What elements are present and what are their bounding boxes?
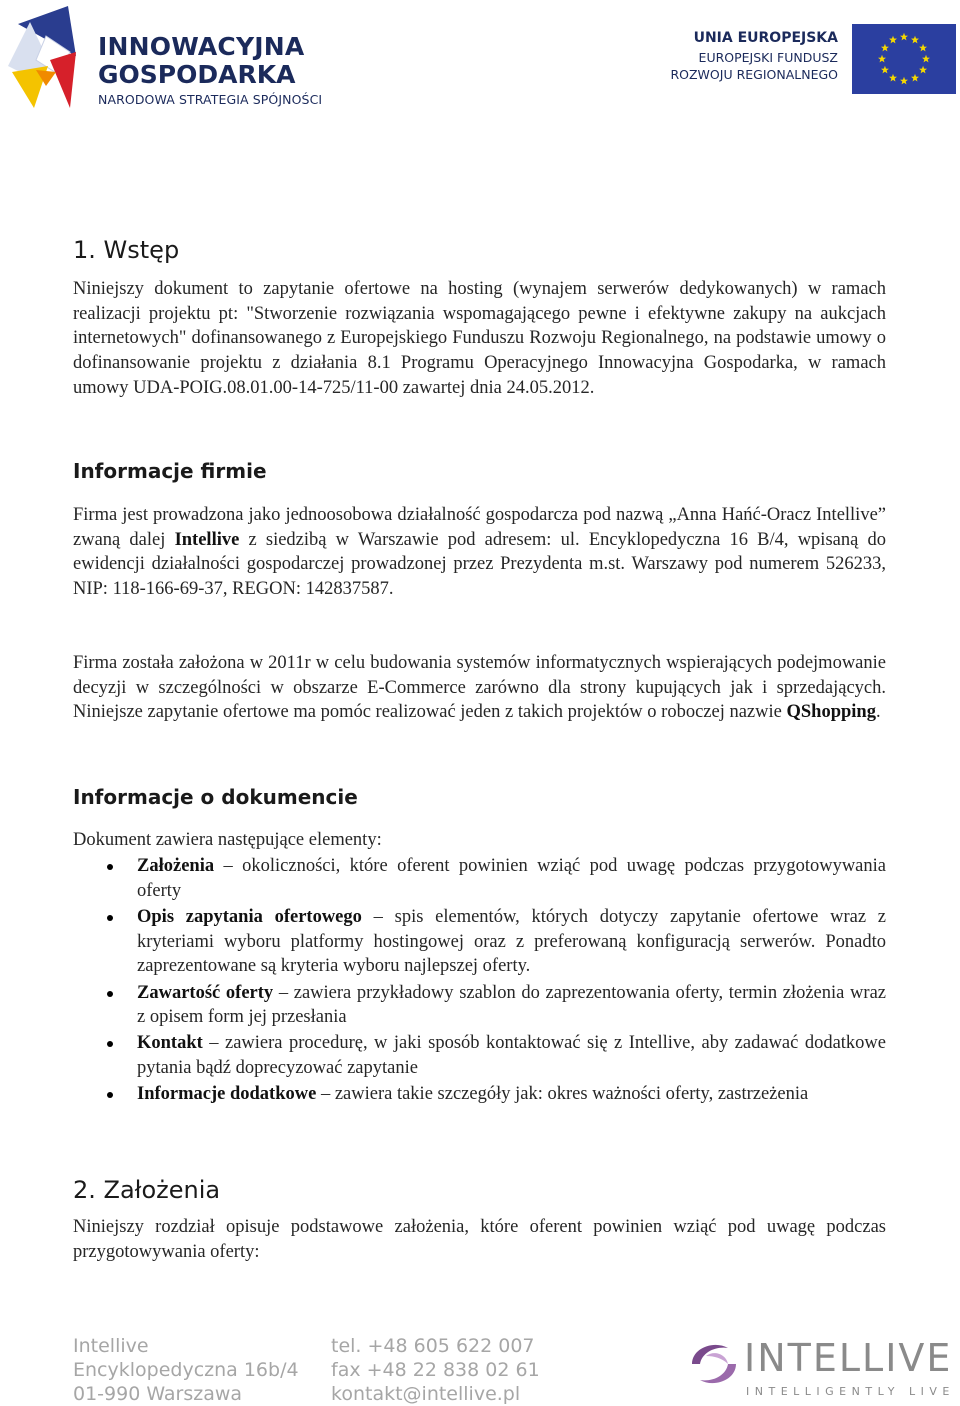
footer-company-name: Intellive — [73, 1335, 149, 1357]
item-desc: – okoliczności, które oferent powinien wziąć pod uwagę podczas przygotowywania oferty — [137, 856, 886, 901]
intellive-logo-word: INTELLIVE — [744, 1336, 953, 1380]
section1-intro: Niniejszy dokument to zapytanie ofertowe na hosting (wynajem serwerów dedykowanych) w ramach realizacji projektu pt: "Stworzenie rozwiązania wspomagającego pewne i efektywne zakupy na aukcjach internetowych" dofinansowanego z Europejskiego Funduszu Rozwoju Regionalnego, na podstawie umowy o dofinansowanie projektu z działania 8.1 Programu Operacyjnego Innowacyjna Gospodarka, w ramach umowy UDA-POIG.08.01.00-14-725/11-00 zawartej dnia 24.05.2012. — [73, 279, 886, 398]
section2-intro: Niniejszy rozdział opisuje podstawowe założenia, które oferent powinien wziąć pod uwagę podczas przygotowywania oferty: — [73, 1217, 886, 1262]
company-name-bold: Intellive — [174, 529, 240, 550]
company-p1-rest: z siedzibą w Warszawie pod adresem: ul. Encyklopedyczna 16 B/4, wpisaną do ewidencji działalności gospodarczej prowadzonej przez Prezydenta m.st. Warszawy pod numerem 526233, NIP: 118-166-69-37, REGON: 142837587. — [73, 529, 887, 600]
list-item — [73, 854, 886, 903]
item-term: Opis zapytania ofertowego — [137, 906, 362, 927]
list-item — [73, 981, 886, 1030]
ue-logo-line3: ROZWOJU REGIONALNEGO — [670, 67, 838, 82]
bullet-icon — [107, 1092, 113, 1098]
ue-logo-line2: EUROPEJSKI FUNDUSZ — [698, 50, 838, 65]
bullet-icon — [107, 864, 113, 870]
project-name-bold: QShopping — [786, 702, 876, 723]
ue-logo-line1: UNIA EUROPEJSKA — [693, 30, 838, 46]
footer-phone: tel. +48 605 622 007 — [331, 1335, 535, 1357]
star-logo-icon — [6, 4, 96, 116]
footer-street: Encyklopedyczna 16b/4 — [73, 1359, 299, 1381]
company-paragraph-2 — [73, 651, 886, 725]
list-item — [73, 1031, 886, 1080]
footer-city: 01-990 Warszawa — [73, 1383, 243, 1405]
item-desc: – zawiera procedurę, w jaki sposób kontaktować się z Intellive, aby zadawać dodatkowe pytania bądź doprecyzować zapytanie — [137, 1033, 886, 1079]
item-desc: – spis elementów, których dotyczy zapytanie ofertowe wraz z kryteriami wyboru platformy hostingowej oraz z preferowaną konfiguracją serwerów. Ponadto zaprezentowane są kryteria wyboru najlepszej oferty. — [137, 906, 886, 977]
company-heading: Informacje firmie — [73, 459, 267, 483]
intellive-logo — [686, 1330, 960, 1405]
innowacyjna-gospodarka-logo — [6, 4, 346, 116]
company-p1-text: Firma jest prowadzona jako jednoosobowa działalność gospodarcza pod nazwą „Anna Hańć-Oracz Intellive” zwaną dalej — [73, 505, 886, 550]
item-desc: – zawiera takie szczegóły jak: okres ważności oferty, zastrzeżenia — [316, 1084, 809, 1105]
ig-logo-line2: GOSPODARKA — [98, 60, 296, 89]
ig-logo-line3: NARODOWA STRATEGIA SPÓJNOŚCI — [98, 92, 323, 107]
bullet-icon — [107, 1041, 113, 1047]
list-item — [73, 1082, 886, 1107]
company-paragraph-1 — [73, 503, 886, 602]
document-items-list — [73, 854, 886, 1109]
item-desc: – zawiera przykładowy szablon do zaprezentowania oferty, termin złożenia wraz z opisem form jej przesłania — [137, 982, 886, 1028]
footer-address — [73, 1334, 299, 1406]
footer-email: kontakt@intellive.pl — [331, 1383, 521, 1405]
document-heading: Informacje o dokumencie — [73, 785, 358, 809]
company-p2-rest: . — [875, 702, 881, 723]
list-item — [73, 905, 886, 979]
item-term: Informacje dodatkowe — [137, 1084, 317, 1105]
footer-contact — [331, 1334, 540, 1406]
eu-flag-icon — [852, 24, 956, 94]
intellive-logo-tagline: INTELLIGENTLY LIVE — [746, 1385, 955, 1398]
company-p2-text: Firma została założona w 2011r w celu budowania systemów informatycznych wspierających podejmowanie decyzji w szczególności w obszarze E-Commerce zarówno dla strony kupujących jak i sprzedających. Niniejsze zapytanie ofertowe ma pomóc realizować jeden z takich projektów o roboczej nazwie — [73, 653, 886, 723]
item-term: Zawartość oferty — [137, 982, 274, 1003]
ig-logo-line1: INNOWACYJNA — [98, 32, 305, 61]
footer-fax: fax +48 22 838 02 61 — [331, 1359, 540, 1381]
bullet-icon — [107, 991, 113, 997]
bullet-icon — [107, 915, 113, 921]
item-term: Kontakt — [137, 1033, 203, 1054]
eu-fund-logo — [660, 20, 960, 100]
section2-heading: 2. Założenia — [73, 1176, 221, 1204]
document-lead: Dokument zawiera następujące elementy: — [73, 830, 382, 850]
item-term: Założenia — [137, 856, 215, 876]
section1-heading: 1. Wstęp — [73, 236, 180, 264]
intellive-logo-icon — [686, 1336, 742, 1392]
